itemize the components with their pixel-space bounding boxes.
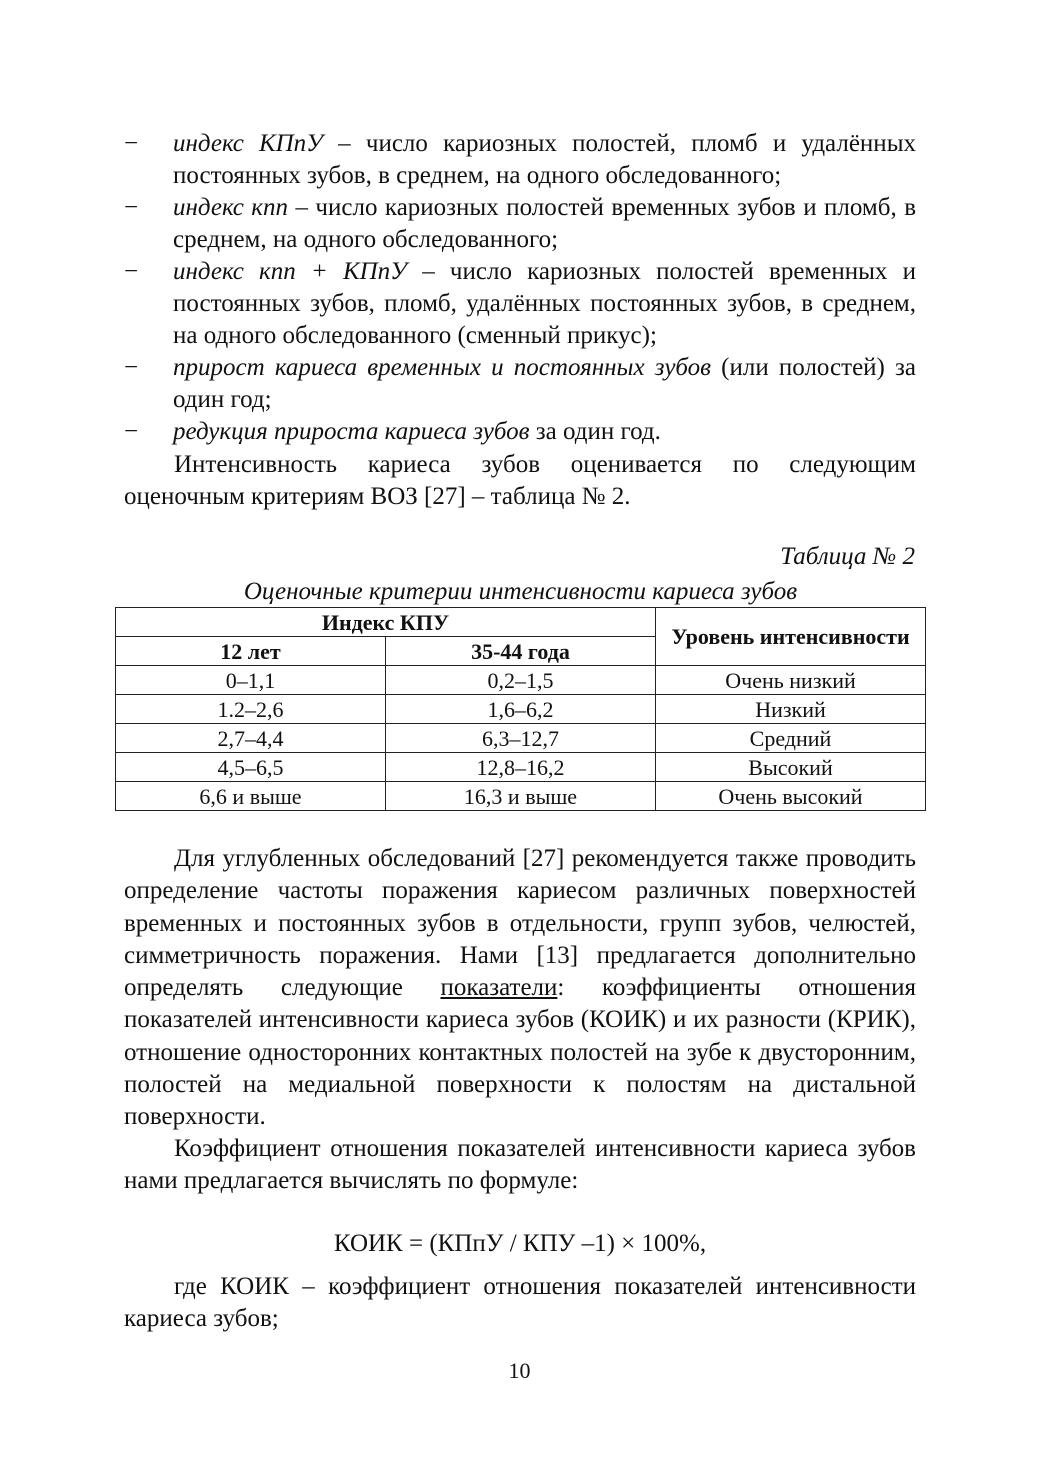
group-header: Индекс КПУ xyxy=(116,608,656,637)
list-dash: − xyxy=(124,418,139,445)
paragraph-text: : коэффициенты отношения показателей интенсивности кариеса зубов (КОИК) и их разности (КРИК), отношение односторонних контактных полостей на зубе к двусторонним, полостей на медиальной поверхности к полостям на дистальной поверхности. xyxy=(124,974,916,1131)
list-term: индекс кпп xyxy=(173,194,288,221)
cell-35-44-years: 12,8–16,2 xyxy=(386,753,656,782)
list-text: (или полостей) за один год; xyxy=(173,354,917,413)
index-list xyxy=(124,128,916,448)
paragraph-text: Для углубленных обследований [27] рекомендуется также проводить определение частоты поражения кариесом различных поверхностей временных и постоянных зубов в отдельности, групп зубов, челюстей, симметричность поражения. Нами [13] предлагается дополнительно определять следующие xyxy=(124,845,916,1002)
deep-exam-paragraph xyxy=(124,843,916,1134)
list-dash: − xyxy=(124,194,139,221)
table-row xyxy=(116,695,926,724)
kpu-criteria-table xyxy=(115,607,926,811)
list-text: – число кариозных полостей временных зубов и пломб, в среднем, на одного обследованного; xyxy=(173,194,917,253)
list-item xyxy=(124,416,916,448)
cell-12-years: 2,7–4,4 xyxy=(116,724,386,753)
table-header-row xyxy=(116,608,926,637)
cell-level: Очень низкий xyxy=(656,666,926,695)
cell-level: Низкий xyxy=(656,695,926,724)
list-item xyxy=(124,128,916,192)
cell-35-44-years: 6,3–12,7 xyxy=(386,724,656,753)
cell-12-years: 6,6 и выше xyxy=(116,782,386,811)
table-number: Таблица № 2 xyxy=(780,543,915,570)
list-dash: − xyxy=(124,258,139,285)
intro-paragraph: Интенсивность кариеса зубов оценивается по следующим оценочным критериям ВОЗ [27] – таблица № 2. xyxy=(124,451,916,511)
list-dash: − xyxy=(124,354,139,381)
list-dash: − xyxy=(124,130,139,157)
cell-level: Средний xyxy=(656,724,926,753)
list-term: индекс КПпУ xyxy=(173,130,323,157)
list-item xyxy=(124,256,916,352)
cell-35-44-years: 1,6–6,2 xyxy=(386,695,656,724)
list-term: индекс кпп + КПпУ xyxy=(173,258,407,285)
cell-35-44-years: 0,2–1,5 xyxy=(386,666,656,695)
page-number: 10 xyxy=(508,1358,531,1383)
table-title: Оценочные критерии интенсивности кариеса зубов xyxy=(243,578,798,605)
list-term: редукция прироста кариеса зубов xyxy=(173,418,530,445)
cell-level: Очень высокий xyxy=(656,782,926,811)
table-row xyxy=(116,782,926,811)
table-row xyxy=(116,753,926,782)
formula-definition: где КОИК – коэффициент отношения показателей интенсивности кариеса зубов; xyxy=(124,1273,916,1333)
cell-12-years: 0–1,1 xyxy=(116,666,386,695)
list-item xyxy=(124,352,916,416)
header-level: Уровень интенсивности xyxy=(656,608,926,666)
list-text: за один год. xyxy=(529,418,661,445)
cell-35-44-years: 16,3 и выше xyxy=(386,782,656,811)
list-term: прирост кариеса временных и постоянных зубов xyxy=(173,354,712,381)
cell-12-years: 4,5–6,5 xyxy=(116,753,386,782)
cell-12-years: 1.2–2,6 xyxy=(116,695,386,724)
table-row xyxy=(116,724,926,753)
table-row xyxy=(116,666,926,695)
formula: КОИК = (КПпУ / КПУ –1) × 100%, xyxy=(333,1230,707,1257)
coefficient-paragraph: Коэффициент отношения показателей интенсивности кариеса зубов нами предлагается вычислять по формуле: xyxy=(124,1135,916,1195)
underlined-term: показатели xyxy=(440,974,558,1002)
header-12-years: 12 лет xyxy=(116,637,386,666)
header-35-44-years: 35-44 года xyxy=(386,637,656,666)
list-item xyxy=(124,192,916,256)
list-text: – число кариозных полостей, пломб и удалённых постоянных зубов, в среднем, на одного обследованного; xyxy=(173,130,916,189)
cell-level: Высокий xyxy=(656,753,926,782)
list-text: – число кариозных полостей временных и постоянных зубов, пломб, удалённых постоянных зубов, в среднем, на одного обследованного (сменный прикус); xyxy=(173,258,916,349)
